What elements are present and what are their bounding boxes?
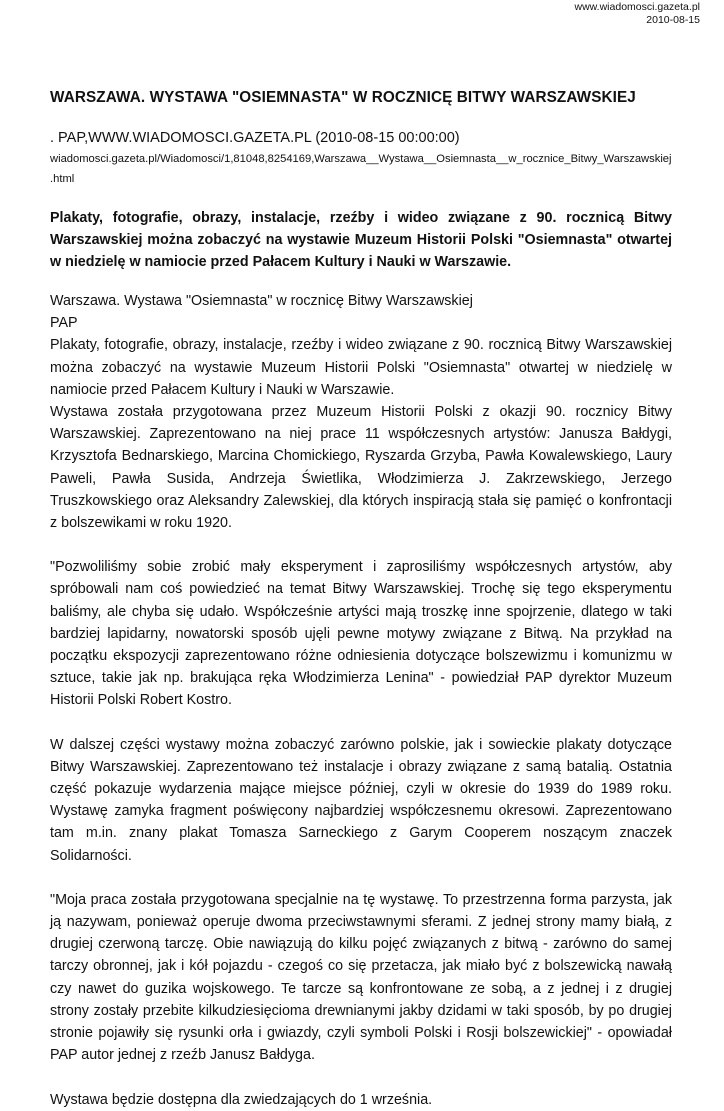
print-header [575, 1, 700, 27]
source-line: . PAP,WWW.WIADOMOSCI.GAZETA.PL (2010-08-15 00:00:00) [50, 130, 460, 146]
agency-label: PAP [50, 315, 78, 332]
paragraph-5: "Moja praca została przygotowana specjalnie na tę wystawę. To przestrzenna forma parzysta, jak ją nazywam, ponieważ operuje dwoma przeciwstawnymi sferami. Z jednej strony mamy białą, z drugiej czerwoną tarczę. Obie nawiązują do kilku pojęć związanych z bitwą - zarówno do samej tarczy obronnej, jak i kół pojazdu - czegoś co się przetacza, jak miało być z bolszewicką nawałą czy nawet do guzika wojskowego. Te tarcze są konfrontowane ze sobą, a z jednej i z drugiej strony zostały przebite kilkudziesięcioma drewnianymi jakby dzidami w taki sposób, by po drugiej stronie pojawiły się rysunki orła i gwiazdy, czyli symboli Polski i Rosji bolszewickiej" - opowiadał PAP autor jednej z rzeźb Janusz Bałdyga. [50, 891, 672, 1064]
paragraph-2: Wystawa została przygotowana przez Muzeum Historii Polski z okazji 90. rocznicy Bitwy Warszawskiej. Zaprezentowano na niej prace 11 współczesnych artystów: Janusza Bałdygi, Krzysztofa Bednarskiego, Marcina Chomickiego, Ryszarda Grzyba, Pawła Kowalewskiego, Laury Paweli, Pawła Susida, Andrzeja Świetlika, Włodzimierza J. Zakrzewskiego, Jerzego Truszkowskiego oraz Aleksandry Zalewskiej, dla których inspiracją stała się pamięć o konfrontacji z bolszewikami w roku 1920. [50, 404, 672, 532]
article-title: WARSZAWA. WYSTAWA "OSIEMNASTA" W ROCZNICĘ BITWY WARSZAWSKIEJ [50, 89, 636, 106]
paragraph-6: Wystawa będzie dostępna dla zwiedzających do 1 września. [50, 1091, 433, 1108]
article-body [50, 290, 672, 1111]
article-subtitle: Warszawa. Wystawa "Osiemnasta" w rocznicę Bitwy Warszawskiej [50, 293, 473, 309]
article-url-line-1: wiadomosci.gazeta.pl/Wiadomosci/1,81048,8254169,Warszawa__Wystawa__Osiemnasta__w_rocznice_Bitwy_Warszawskiej [50, 153, 672, 165]
paragraph-4: W dalszej części wystawy można zobaczyć zarówno polskie, jak i sowieckie plakaty dotyczące Bitwy Warszawskiej. Zaprezentowano też instalacje i obrazy związane z samą batalią. Ostatnia część pokazuje wydarzenia mające miejsce później, czyli w okresie do 1939 do 1989 roku. Wystawę zamyka fragment poświęcony najbardziej współczesnemu okresowi. Zaprezentowano tam m.in. znany plakat Tomasza Sarneckiego z Garym Cooperem noszącym znaczek Solidarności. [50, 736, 672, 864]
paragraph-3: "Pozwoliliśmy sobie zrobić mały eksperyment i zaprosiliśmy współczesnych artystów, aby spróbowali nam coś powiedzieć na temat Bitwy Warszawskiej. Trochę się tego eksperymentu baliśmy, ale chyba się udało. Współcześnie artyści mają troszkę inne spojrzenie, dlatego w taki bardziej lapidarny, nowatorski sposób ujęli pewne motywy związane z Bitwą. Na przykład na początku ekspozycji zaprezentowano różne odniesienia dotyczące bolszewizmu i komunizmu w sztuce, takie jak np. brakująca ręka Włodzimierza Lenina" - powiedział PAP dyrektor Muzeum Historii Polski Robert Kostro. [50, 559, 672, 709]
site-url: www.wiadomosci.gazeta.pl [574, 1, 700, 13]
article-url [50, 149, 672, 189]
article-url-line-2: .html [50, 173, 75, 185]
article-lead: Plakaty, fotografie, obrazy, instalacje, rzeźby i wideo związane z 90. rocznicą Bitwy Warszawskiej można zobaczyć na wystawie Muzeum Historii Polski "Osiemnasta" otwartej w niedzielę w namiocie przed Pałacem Kultury i Nauki w Warszawie. [50, 210, 672, 270]
paragraph-1: Plakaty, fotografie, obrazy, instalacje, rzeźby i wideo związane z 90. rocznicą Bitwy Warszawskiej można zobaczyć na wystawie Muzeum Historii Polski "Osiemnasta" otwartej w niedzielę w namiocie przed Pałacem Kultury i Nauki w Warszawie. [50, 337, 672, 398]
print-date: 2010-08-15 [646, 14, 700, 26]
article [50, 88, 672, 1111]
